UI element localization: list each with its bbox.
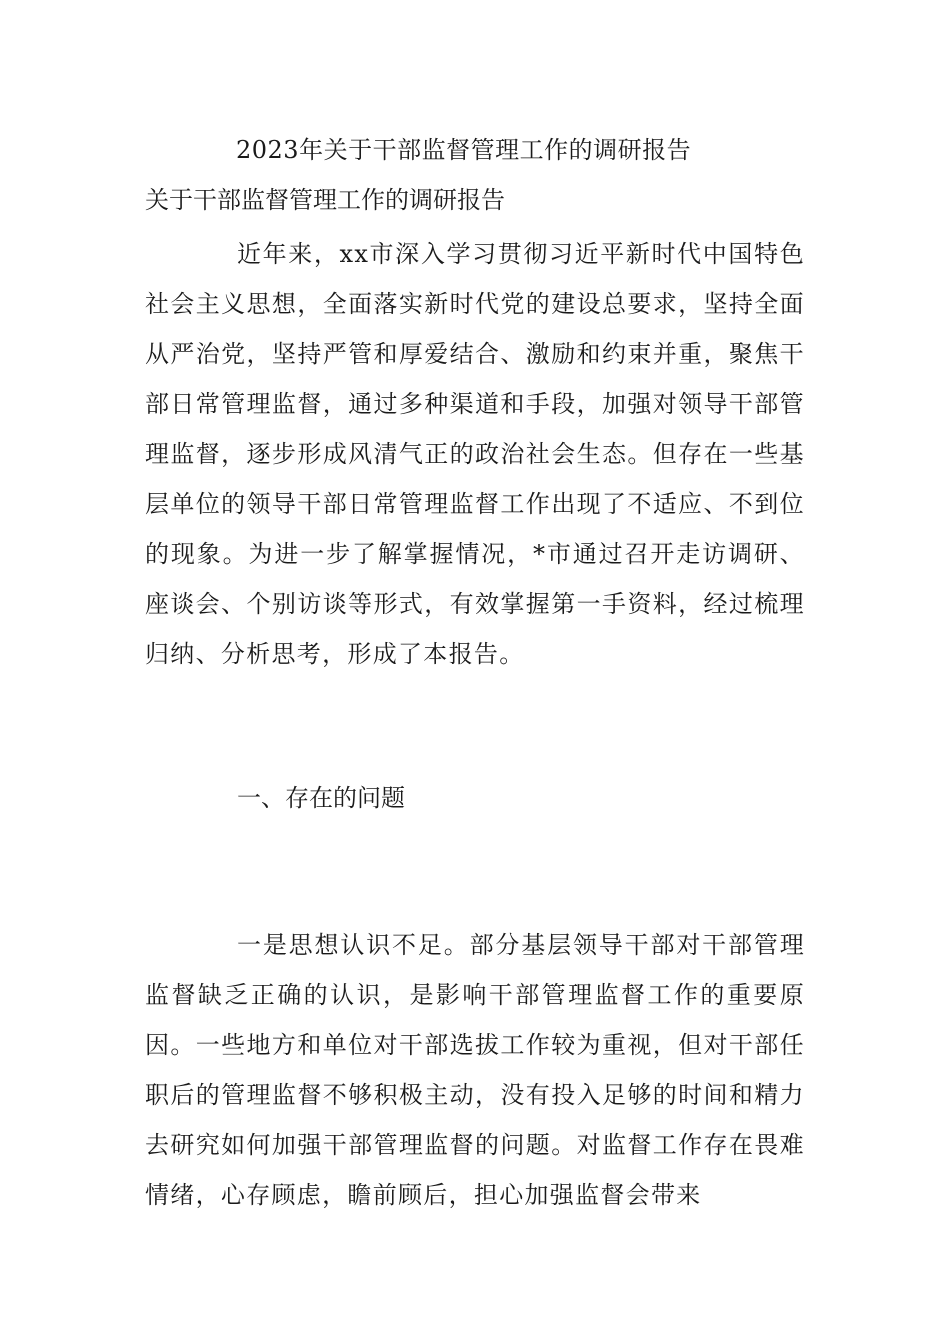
section-heading: 一、存在的问题 [237,784,405,812]
document-subtitle: 关于干部监督管理工作的调研报告 [145,186,505,214]
body-paragraph: 一是思想认识不足。部分基层领导干部对干部管理监督缺乏正确的认识，是影响干部管理监督工作的重要原因。一些地方和单位对干部选拔工作较为重视，但对干部任职后的管理监督不够积极主动，没有投入足够的时间和精力去研究如何加强干部管理监督的问题。对监督工作存在畏难情绪，心存顾虑，瞻前顾后，担心加强监督会带来 [145,931,805,1209]
intro-paragraph: 近年来，xx市深入学习贯彻习近平新时代中国特色社会主义思想，全面落实新时代党的建设总要求，坚持全面从严治党，坚持严管和厚爱结合、激励和约束并重，聚焦干部日常管理监督，通过多种渠道和手段，加强对领导干部管理监督，逐步形成风清气正的政治社会生态。但存在一些基层单位的领导干部日常管理监督工作出现了不适应、不到位的现象。为进一步了解掌握情况，*市通过召开走访调研、座谈会、个别访谈等形式，有效掌握第一手资料，经过梳理归纳、分析思考，形成了本报告。 [145,240,805,668]
document-title: 2023年关于干部监督管理工作的调研报告 [236,136,692,164]
